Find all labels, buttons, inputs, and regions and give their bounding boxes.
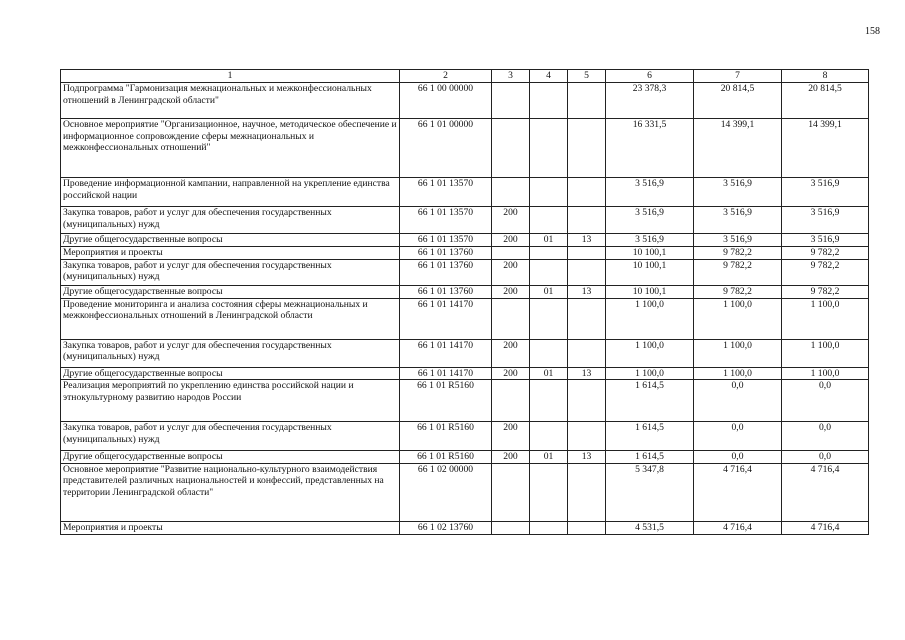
page-number: 158 xyxy=(865,26,880,37)
section-cell xyxy=(530,339,568,367)
table-row xyxy=(61,422,869,451)
header-cell: 2 xyxy=(400,70,492,83)
row-name-cell: Закупка товаров, работ и услуг для обеспечения государственных (муниципальных) нужд xyxy=(61,339,400,367)
amount-col6-cell: 1 100,0 xyxy=(606,367,694,380)
amount-col7-cell: 1 100,0 xyxy=(694,339,782,367)
table-row xyxy=(61,367,869,380)
subsection-cell xyxy=(568,259,606,285)
amount-col7-cell: 4 716,4 xyxy=(694,463,782,521)
expense-type-cell xyxy=(492,178,530,207)
subsection-cell: 13 xyxy=(568,367,606,380)
amount-col8-cell: 1 100,0 xyxy=(782,339,869,367)
subsection-cell: 13 xyxy=(568,451,606,464)
target-article-cell: 66 1 01 13570 xyxy=(400,207,492,234)
target-article-cell: 66 1 01 14170 xyxy=(400,339,492,367)
section-cell xyxy=(530,380,568,422)
section-cell xyxy=(530,207,568,234)
row-name-cell: Другие общегосударственные вопросы xyxy=(61,234,400,247)
amount-col6-cell: 4 531,5 xyxy=(606,521,694,534)
amount-col8-cell: 14 399,1 xyxy=(782,119,869,178)
amount-col7-cell: 3 516,9 xyxy=(694,234,782,247)
amount-col8-cell: 3 516,9 xyxy=(782,207,869,234)
amount-col8-cell: 0,0 xyxy=(782,451,869,464)
amount-col8-cell: 4 716,4 xyxy=(782,521,869,534)
header-cell: 8 xyxy=(782,70,869,83)
section-cell: 01 xyxy=(530,234,568,247)
subsection-cell xyxy=(568,246,606,259)
amount-col6-cell: 1 614,5 xyxy=(606,380,694,422)
row-name-cell: Основное мероприятие "Развитие национально-культурного взаимодействия представителей различных национальностей и конфессий, представленных на территории Ленинградской области" xyxy=(61,463,400,521)
expense-type-cell xyxy=(492,119,530,178)
amount-col6-cell: 16 331,5 xyxy=(606,119,694,178)
section-cell: 01 xyxy=(530,285,568,298)
subsection-cell xyxy=(568,83,606,119)
amount-col6-cell: 10 100,1 xyxy=(606,285,694,298)
amount-col8-cell: 20 814,5 xyxy=(782,83,869,119)
section-cell xyxy=(530,246,568,259)
amount-col7-cell: 0,0 xyxy=(694,422,782,451)
row-name-cell: Мероприятия и проекты xyxy=(61,521,400,534)
header-cell: 4 xyxy=(530,70,568,83)
amount-col8-cell: 3 516,9 xyxy=(782,234,869,247)
amount-col7-cell: 0,0 xyxy=(694,380,782,422)
target-article-cell: 66 1 01 13570 xyxy=(400,178,492,207)
target-article-cell: 66 1 01 14170 xyxy=(400,298,492,339)
target-article-cell: 66 1 01 14170 xyxy=(400,367,492,380)
amount-col6-cell: 1 614,5 xyxy=(606,451,694,464)
target-article-cell: 66 1 01 R5160 xyxy=(400,380,492,422)
subsection-cell xyxy=(568,463,606,521)
expense-type-cell: 200 xyxy=(492,285,530,298)
expense-type-cell: 200 xyxy=(492,207,530,234)
expense-type-cell xyxy=(492,298,530,339)
section-cell xyxy=(530,178,568,207)
subsection-cell xyxy=(568,178,606,207)
amount-col6-cell: 5 347,8 xyxy=(606,463,694,521)
section-cell: 01 xyxy=(530,451,568,464)
table-row xyxy=(61,380,869,422)
table-row xyxy=(61,83,869,119)
expense-type-cell: 200 xyxy=(492,422,530,451)
subsection-cell: 13 xyxy=(568,285,606,298)
target-article-cell: 66 1 01 R5160 xyxy=(400,422,492,451)
section-cell: 01 xyxy=(530,367,568,380)
section-cell xyxy=(530,83,568,119)
amount-col6-cell: 3 516,9 xyxy=(606,207,694,234)
amount-col8-cell: 0,0 xyxy=(782,380,869,422)
row-name-cell: Проведение информационной кампании, направленной на укрепление единства российской нации xyxy=(61,178,400,207)
subsection-cell xyxy=(568,339,606,367)
amount-col6-cell: 1 100,0 xyxy=(606,339,694,367)
expense-type-cell: 200 xyxy=(492,259,530,285)
section-cell xyxy=(530,463,568,521)
target-article-cell: 66 1 01 00000 xyxy=(400,119,492,178)
amount-col7-cell: 1 100,0 xyxy=(694,367,782,380)
expense-type-cell: 200 xyxy=(492,451,530,464)
amount-col6-cell: 10 100,1 xyxy=(606,246,694,259)
table-row xyxy=(61,463,869,521)
subsection-cell xyxy=(568,207,606,234)
amount-col6-cell: 3 516,9 xyxy=(606,234,694,247)
amount-col7-cell: 3 516,9 xyxy=(694,207,782,234)
amount-col7-cell: 9 782,2 xyxy=(694,246,782,259)
row-name-cell: Закупка товаров, работ и услуг для обеспечения государственных (муниципальных) нужд xyxy=(61,207,400,234)
target-article-cell: 66 1 01 13760 xyxy=(400,259,492,285)
subsection-cell xyxy=(568,422,606,451)
row-name-cell: Закупка товаров, работ и услуг для обеспечения государственных (муниципальных) нужд xyxy=(61,422,400,451)
budget-table xyxy=(60,69,869,535)
subsection-cell xyxy=(568,119,606,178)
amount-col7-cell: 0,0 xyxy=(694,451,782,464)
amount-col7-cell: 9 782,2 xyxy=(694,259,782,285)
expense-type-cell xyxy=(492,380,530,422)
amount-col8-cell: 9 782,2 xyxy=(782,285,869,298)
amount-col6-cell: 1 100,0 xyxy=(606,298,694,339)
target-article-cell: 66 1 02 00000 xyxy=(400,463,492,521)
table-row xyxy=(61,246,869,259)
header-cell: 1 xyxy=(61,70,400,83)
amount-col7-cell: 4 716,4 xyxy=(694,521,782,534)
target-article-cell: 66 1 01 13760 xyxy=(400,285,492,298)
section-cell xyxy=(530,298,568,339)
amount-col8-cell: 4 716,4 xyxy=(782,463,869,521)
row-name-cell: Другие общегосударственные вопросы xyxy=(61,451,400,464)
amount-col8-cell: 9 782,2 xyxy=(782,246,869,259)
amount-col7-cell: 14 399,1 xyxy=(694,119,782,178)
subsection-cell xyxy=(568,380,606,422)
row-name-cell: Мероприятия и проекты xyxy=(61,246,400,259)
row-name-cell: Основное мероприятие "Организационное, научное, методическое обеспечение и информационное сопровождение сферы межнациональных и межконфессиональных отношений" xyxy=(61,119,400,178)
table-row xyxy=(61,339,869,367)
subsection-cell xyxy=(568,521,606,534)
amount-col7-cell: 9 782,2 xyxy=(694,285,782,298)
row-name-cell: Проведение мониторинга и анализа состояния сферы межнациональных и межконфессиональных отношений в Ленинградской области xyxy=(61,298,400,339)
table-row xyxy=(61,451,869,464)
expense-type-cell: 200 xyxy=(492,234,530,247)
header-cell: 5 xyxy=(568,70,606,83)
amount-col8-cell: 3 516,9 xyxy=(782,178,869,207)
row-name-cell: Реализация мероприятий по укреплению единства российской нации и этнокультурному развитию народов России xyxy=(61,380,400,422)
row-name-cell: Закупка товаров, работ и услуг для обеспечения государственных (муниципальных) нужд xyxy=(61,259,400,285)
amount-col8-cell: 1 100,0 xyxy=(782,367,869,380)
table-header-row xyxy=(61,70,869,83)
amount-col7-cell: 1 100,0 xyxy=(694,298,782,339)
row-name-cell: Другие общегосударственные вопросы xyxy=(61,285,400,298)
table-row xyxy=(61,259,869,285)
section-cell xyxy=(530,521,568,534)
section-cell xyxy=(530,259,568,285)
amount-col6-cell: 1 614,5 xyxy=(606,422,694,451)
table-row xyxy=(61,119,869,178)
expense-type-cell xyxy=(492,246,530,259)
expense-type-cell xyxy=(492,83,530,119)
target-article-cell: 66 1 01 13760 xyxy=(400,246,492,259)
amount-col6-cell: 3 516,9 xyxy=(606,178,694,207)
table-row xyxy=(61,234,869,247)
expense-type-cell: 200 xyxy=(492,367,530,380)
amount-col7-cell: 3 516,9 xyxy=(694,178,782,207)
row-name-cell: Другие общегосударственные вопросы xyxy=(61,367,400,380)
table-row xyxy=(61,521,869,534)
header-cell: 6 xyxy=(606,70,694,83)
subsection-cell: 13 xyxy=(568,234,606,247)
table-row xyxy=(61,298,869,339)
amount-col6-cell: 23 378,3 xyxy=(606,83,694,119)
target-article-cell: 66 1 01 13570 xyxy=(400,234,492,247)
expense-type-cell xyxy=(492,521,530,534)
table-row xyxy=(61,285,869,298)
subsection-cell xyxy=(568,298,606,339)
expense-type-cell xyxy=(492,463,530,521)
target-article-cell: 66 1 01 R5160 xyxy=(400,451,492,464)
row-name-cell: Подпрограмма "Гармонизация межнациональных и межконфессиональных отношений в Ленинградской области" xyxy=(61,83,400,119)
target-article-cell: 66 1 02 13760 xyxy=(400,521,492,534)
header-cell: 7 xyxy=(694,70,782,83)
section-cell xyxy=(530,422,568,451)
table-row xyxy=(61,178,869,207)
amount-col8-cell: 1 100,0 xyxy=(782,298,869,339)
expense-type-cell: 200 xyxy=(492,339,530,367)
amount-col6-cell: 10 100,1 xyxy=(606,259,694,285)
header-cell: 3 xyxy=(492,70,530,83)
table-row xyxy=(61,207,869,234)
section-cell xyxy=(530,119,568,178)
amount-col8-cell: 9 782,2 xyxy=(782,259,869,285)
amount-col7-cell: 20 814,5 xyxy=(694,83,782,119)
amount-col8-cell: 0,0 xyxy=(782,422,869,451)
target-article-cell: 66 1 00 00000 xyxy=(400,83,492,119)
